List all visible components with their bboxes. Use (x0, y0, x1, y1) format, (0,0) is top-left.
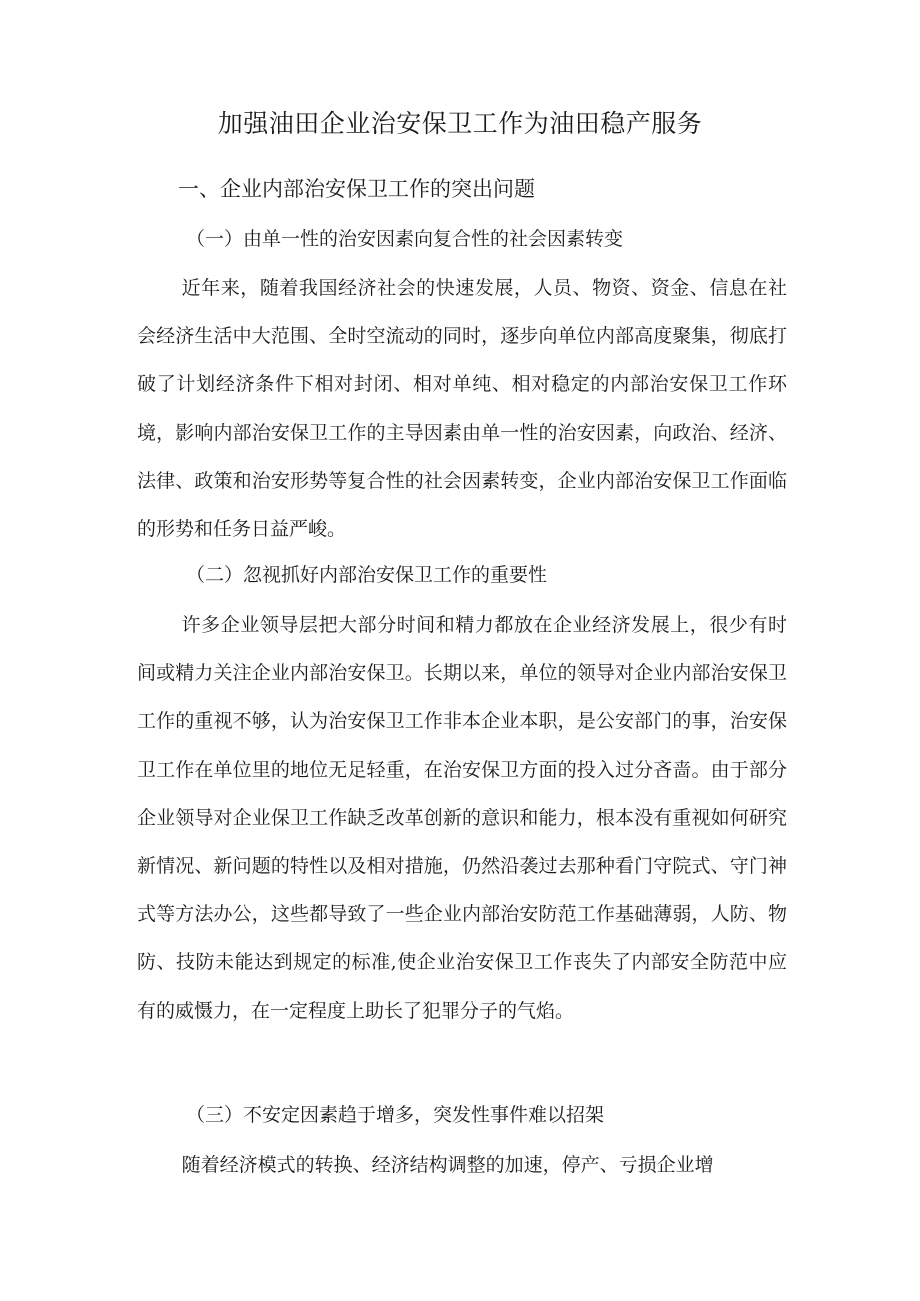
subsection-heading-1: （一）由单一性的治安因素向复合性的社会因素转变 (186, 228, 624, 250)
subsection-heading-2: （二）忽视抓好内部治安保卫工作的重要性 (186, 564, 548, 586)
paragraph-3: 随着经济模式的转换、经济结构调整的加速，停产、亏损企业增 (181, 1154, 714, 1176)
section-heading-1: 一、企业内部治安保卫工作的突出问题 (178, 177, 535, 201)
subsection-heading-3: （三）不安定因素趋于增多，突发性事件难以招架 (186, 1104, 605, 1126)
paragraph-2: 许多企业领导层把大部分时间和精力都放在企业经济发展上，很少有时间或精力关注企业内部治安保卫。长期以来，单位的领导对企业内部治安保卫工作的重视不够，认为治安保卫工作非本企业本职，是公安部门的事，治安保卫工作在单位里的地位无足轻重，在治安保卫方面的投入过分吝啬。由于部分企业领导对企业保卫工作缺乏改革创新的意识和能力，根本没有重视如何研究新情况、新问题的特性以及相对措施，仍然沿袭过去那种看门守院式、守门神式等方法办公，这些都导致了一些企业内部治安防范工作基础薄弱，人防、物防、技防未能达到规定的标准,使企业治安保卫工作丧失了内部安全防范中应有的威慑力，在一定程度上助长了犯罪分子的气焰。 (137, 614, 787, 1022)
document-title: 加强油田企业治安保卫工作为油田稳产服务 (217, 109, 703, 138)
paragraph-1: 近年来，随着我国经济社会的快速发展，人员、物资、资金、信息在社会经济生活中大范围、全时空流动的同时，逐步向单位内部高度聚集，彻底打破了计划经济条件下相对封闭、相对单纯、相对稳定的内部治安保卫工作环境，影响内部治安保卫工作的主导因素由单一性的治安因素，向政治、经济、法律、政策和治安形势等复合性的社会因素转变，企业内部治安保卫工作面临的形势和任务日益严峻。 (137, 277, 787, 541)
